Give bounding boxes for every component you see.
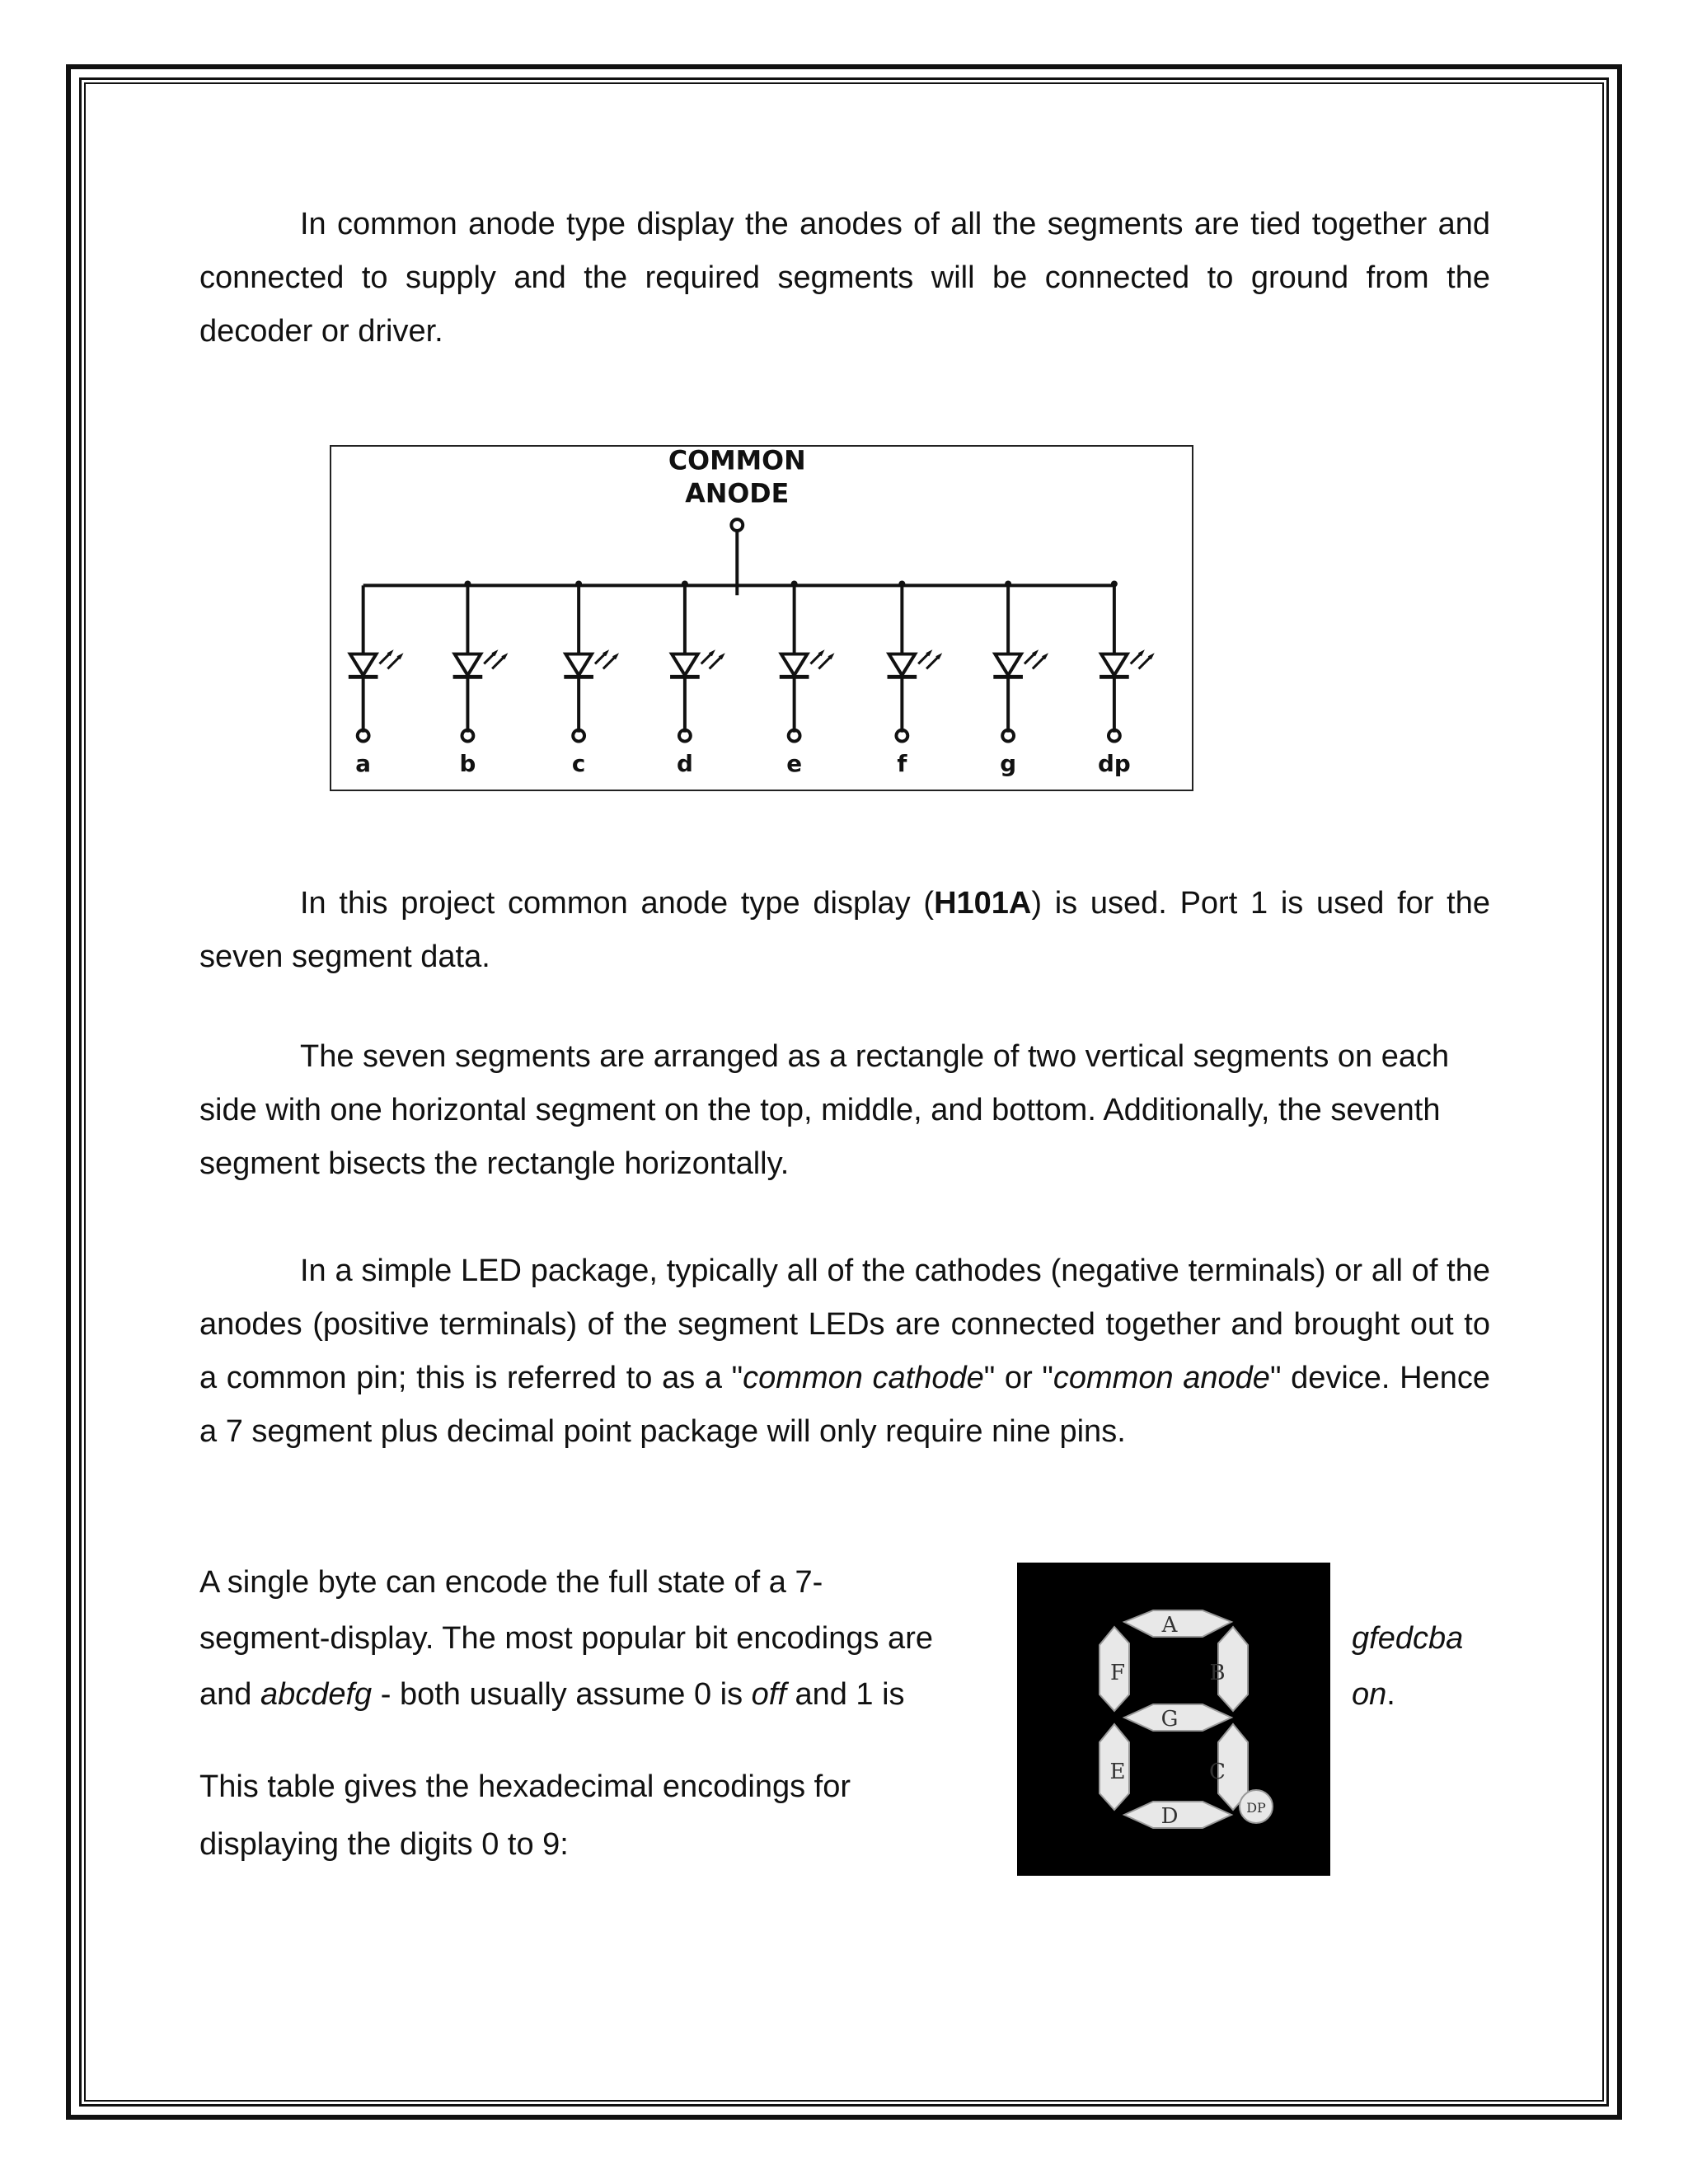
- segment-a-label: A: [1161, 1613, 1178, 1638]
- diode-a: [350, 654, 377, 676]
- light-arrows-e: [810, 653, 832, 669]
- light-arrows-a: [379, 653, 401, 669]
- diode-d: [672, 654, 698, 676]
- paragraph-byte-encoding-line3: and abcdefg - both usually assume 0 is off and 1 is: [199, 1677, 905, 1712]
- segment-b-label: B: [1209, 1661, 1226, 1685]
- diode-f: [889, 654, 916, 676]
- paragraph-common-anode: In common anode type display the anodes of all the segments are tied together and connected to supply and the required segments will be connected to ground from the decoder or driver.: [199, 207, 1490, 349]
- segment-d-label: D: [1160, 1804, 1179, 1829]
- paragraph-project-display: In this project common anode type display (H101A) is used. Port 1 is used for the seven segment data.: [199, 886, 1490, 974]
- pin-label-d: d: [676, 750, 693, 778]
- pin-label-a: a: [355, 750, 372, 778]
- segment-a: [1124, 1610, 1231, 1637]
- segment-c-label: C: [1209, 1760, 1226, 1784]
- paragraph-segment-arrangement: The seven segments are arranged as a rectangle of two vertical segments on each side with one horizontal segment on the top, middle, and bottom. Additionally, the seventh segment bisects the rectangle horizontally.: [199, 1039, 1450, 1181]
- pin-label-e: e: [786, 750, 803, 778]
- paragraph-led-package: In a simple LED package, typically all of the cathodes (negative terminals) or all of the anodes (positive terminals) of the segment LEDs are connected together and brought out to a common pin; this is referred to as a "common cathode" or "common anode" device. Hence a 7 segment plus decimal point package will only require nine pins.: [199, 1254, 1490, 1449]
- paragraph-hex-table-line1: This table gives the hexadecimal encodings for: [199, 1769, 851, 1804]
- pin-label-c: c: [571, 750, 586, 778]
- segment-f-label: F: [1109, 1661, 1126, 1685]
- pin-label-dp: dp: [1098, 750, 1131, 778]
- paragraph-byte-encoding-line1: A single byte can encode the full state of a 7-: [199, 1565, 823, 1600]
- segment-g-label: G: [1160, 1707, 1179, 1732]
- seven-segment-digit: [1017, 1563, 1330, 1876]
- diagram-title-line1: COMMON: [668, 447, 806, 476]
- light-arrows-dp: [1131, 653, 1152, 669]
- pin-label-g: g: [1000, 750, 1017, 778]
- diode-c: [565, 654, 592, 676]
- paragraph-hex-table-line2: displaying the digits 0 to 9:: [199, 1827, 569, 1862]
- diode-dp: [1101, 654, 1128, 676]
- segment-dp-label: DP: [1246, 1800, 1266, 1816]
- light-arrows-f: [918, 653, 940, 669]
- common-anode-terminal: [731, 519, 743, 531]
- diode-b: [455, 654, 481, 676]
- paragraph-byte-encoding-line2: segment-display. The most popular bit encodings are: [199, 1621, 933, 1656]
- pin-label-b: b: [459, 750, 476, 778]
- diode-e: [781, 654, 808, 676]
- light-arrows-c: [595, 653, 617, 669]
- light-arrows-g: [1025, 653, 1046, 669]
- diode-g: [995, 654, 1021, 676]
- light-arrows-d: [701, 653, 723, 669]
- part-number: H101A: [934, 886, 1032, 921]
- common-anode-diagram: [330, 445, 1193, 791]
- segment-e-label: E: [1109, 1760, 1126, 1784]
- pin-label-f: f: [897, 750, 907, 778]
- encoding-on: on.: [1352, 1677, 1395, 1712]
- light-arrows-b: [484, 653, 505, 669]
- encoding-gfedcba: gfedcba: [1352, 1621, 1464, 1656]
- seven-segment-figure: [1017, 1563, 1330, 1876]
- diagram-title-line2: ANODE: [685, 479, 790, 509]
- common-anode-schematic: [331, 447, 1192, 790]
